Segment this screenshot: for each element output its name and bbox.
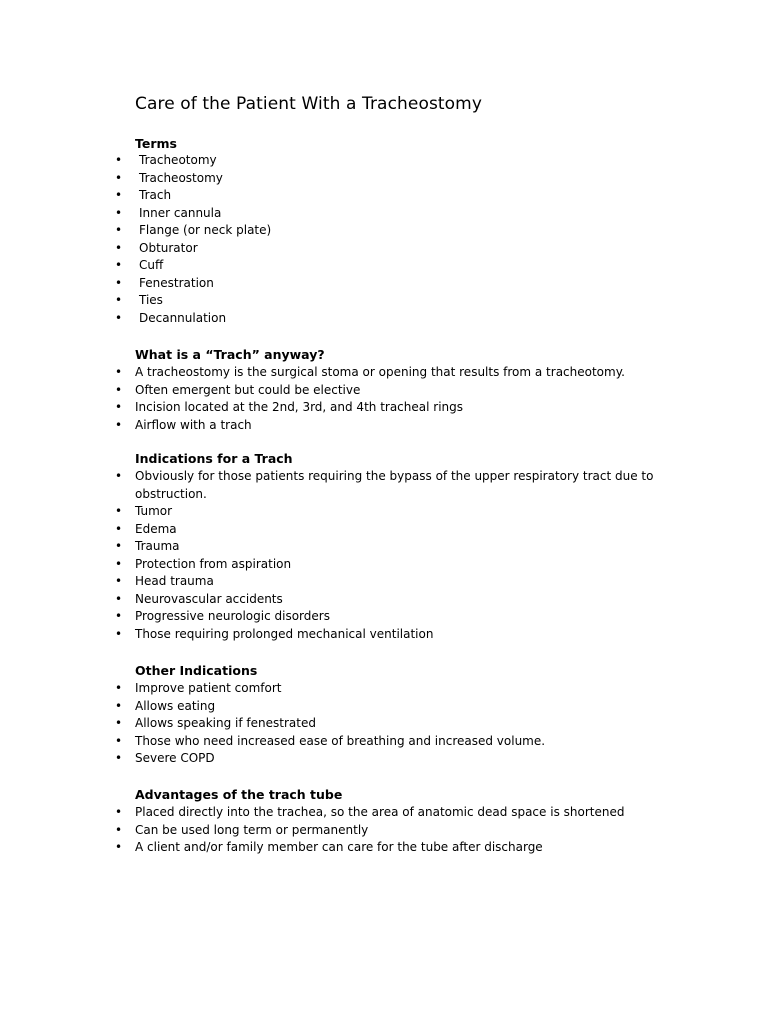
list-item	[0, 608, 655, 626]
bullet-icon: •	[115, 681, 123, 695]
bullet-icon: •	[115, 504, 123, 518]
bullet-icon: •	[115, 382, 123, 397]
list-item	[0, 556, 655, 574]
list-item-text: Trauma	[135, 539, 180, 553]
list-item	[0, 292, 659, 310]
list-item	[0, 804, 655, 822]
list-item	[0, 750, 655, 768]
terms-list	[0, 152, 768, 327]
bullet-icon: •	[115, 293, 123, 307]
list-item-text: Tumor	[135, 504, 173, 518]
list-item-text: Head trauma	[135, 574, 214, 588]
bullet-icon: •	[115, 469, 123, 483]
bullet-icon: •	[115, 153, 123, 167]
bullet-icon: •	[115, 258, 123, 272]
bullet-icon: •	[115, 170, 123, 185]
list-item	[0, 591, 655, 609]
list-item-text: Obviously for those patients requiring the bypass of the upper respiratory tract due to obstruction.	[135, 469, 654, 501]
list-item-text: Those who need increased ease of breathing and increased volume.	[135, 733, 546, 748]
list-item-text: Tracheotomy	[139, 153, 217, 167]
section-heading: Advantages of the trach tube	[135, 787, 343, 802]
list-item	[0, 310, 659, 328]
section-heading: Other Indications	[135, 663, 258, 678]
list-item-text: Tracheostomy	[139, 170, 223, 185]
list-item-text: Placed directly into the trachea, so the area of anatomic dead space is shortened	[135, 805, 625, 819]
list-item	[0, 698, 655, 716]
other-indications-list	[0, 680, 768, 768]
list-item	[0, 275, 659, 293]
list-item-text: Ties	[139, 293, 163, 307]
list-item-text: Fenestration	[139, 275, 214, 290]
section-heading: Terms	[135, 136, 177, 151]
list-item-text: Allows eating	[135, 698, 216, 713]
list-item	[0, 170, 659, 188]
bullet-icon: •	[115, 574, 123, 588]
bullet-icon: •	[115, 240, 123, 255]
list-item	[0, 733, 655, 751]
list-item	[0, 680, 655, 698]
list-item	[0, 715, 655, 733]
bullet-icon: •	[115, 556, 123, 571]
list-item-text: Improve patient comfort	[135, 681, 282, 695]
bullet-icon: •	[115, 400, 123, 414]
list-item-text: Often emergent but could be elective	[135, 382, 361, 397]
list-item-text: Incision located at the 2nd, 3rd, and 4th tracheal rings	[135, 400, 464, 414]
bullet-icon: •	[115, 591, 123, 606]
bullet-icon: •	[115, 822, 123, 837]
list-item-text: Neurovascular accidents	[135, 591, 283, 606]
list-item-text: Edema	[135, 521, 177, 536]
list-item-text: Protection from aspiration	[135, 556, 292, 571]
advantages-list	[0, 804, 768, 857]
list-item-text: Severe COPD	[135, 751, 215, 765]
list-item-text: A client and/or family member can care for the tube after discharge	[135, 840, 543, 854]
list-item	[0, 222, 659, 240]
bullet-icon: •	[115, 840, 123, 854]
indications-list	[0, 468, 768, 643]
section-heading: Indications for a Trach	[135, 451, 293, 466]
list-item	[0, 257, 659, 275]
list-item	[0, 382, 655, 400]
list-item-text: Airflow with a trach	[135, 417, 252, 432]
list-item-text: Decannulation	[139, 310, 227, 325]
bullet-icon: •	[115, 751, 123, 765]
bullet-icon: •	[115, 716, 123, 730]
what-is-trach-list	[0, 364, 768, 434]
list-item	[0, 538, 655, 556]
document-title: Care of the Patient With a Tracheostomy	[135, 94, 482, 114]
list-item-text: Progressive neurologic disorders	[135, 609, 330, 623]
list-item	[0, 503, 655, 521]
list-item-text: Can be used long term or permanently	[135, 822, 369, 837]
list-item-text: Trach	[139, 188, 172, 202]
bullet-icon: •	[115, 609, 123, 623]
list-item	[0, 468, 655, 503]
bullet-icon: •	[115, 733, 123, 748]
bullet-icon: •	[115, 626, 123, 641]
bullet-icon: •	[115, 365, 123, 379]
list-item	[0, 240, 659, 258]
list-item	[0, 822, 655, 840]
bullet-icon: •	[115, 205, 123, 220]
list-item	[0, 205, 659, 223]
bullet-icon: •	[115, 521, 123, 536]
list-item-text: Allows speaking if fenestrated	[135, 716, 316, 730]
list-item	[0, 152, 659, 170]
list-item	[0, 573, 655, 591]
list-item	[0, 399, 655, 417]
list-item	[0, 839, 655, 857]
list-item-text: Cuff	[139, 258, 164, 272]
list-item	[0, 187, 659, 205]
bullet-icon: •	[115, 805, 123, 819]
bullet-icon: •	[115, 698, 123, 713]
section-heading: What is a “Trach” anyway?	[135, 347, 325, 362]
bullet-icon: •	[115, 188, 123, 202]
bullet-icon: •	[115, 223, 123, 237]
bullet-icon: •	[115, 310, 123, 325]
list-item	[0, 417, 655, 435]
list-item	[0, 521, 655, 539]
list-item	[0, 364, 655, 382]
list-item-text: A tracheostomy is the surgical stoma or opening that results from a tracheotomy.	[135, 365, 625, 379]
bullet-icon: •	[115, 417, 123, 432]
bullet-icon: •	[115, 539, 123, 553]
list-item-text: Flange (or neck plate)	[139, 223, 272, 237]
list-item-text: Those requiring prolonged mechanical ventilation	[135, 626, 434, 641]
list-item-text: Obturator	[139, 240, 198, 255]
list-item	[0, 626, 655, 644]
bullet-icon: •	[115, 275, 123, 290]
list-item-text: Inner cannula	[139, 205, 222, 220]
